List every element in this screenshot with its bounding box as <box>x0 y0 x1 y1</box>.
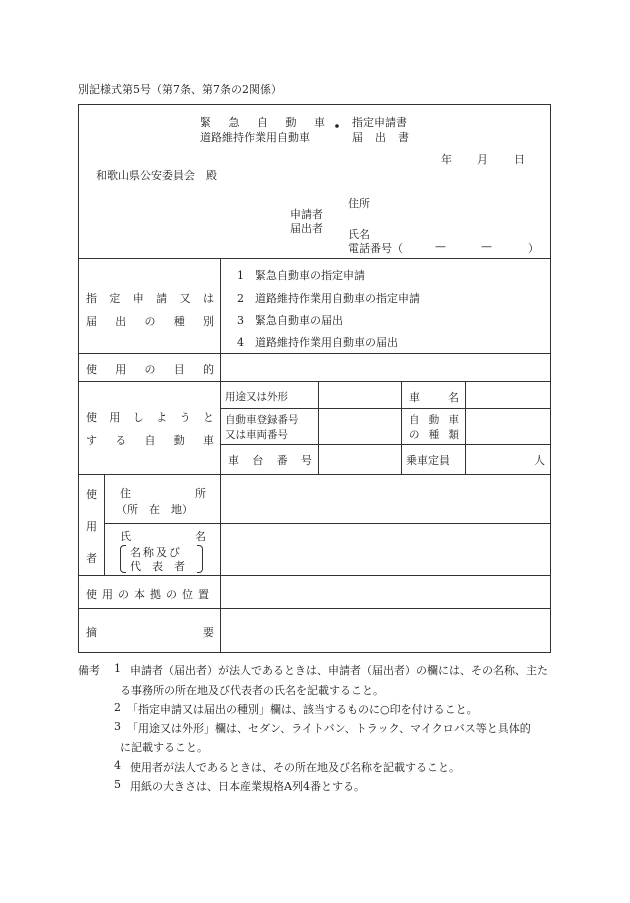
type-option-2: 2 道路維持作業用自動車の指定申請 <box>237 292 420 305</box>
date-month: 月 <box>477 153 488 166</box>
note-2-line1: 「指定申請又は届出の種別」欄は、該当するものに○印を付けること。 <box>127 703 478 716</box>
row-divider <box>78 608 551 609</box>
purpose-label: 使 用 の 目 的 <box>86 363 214 376</box>
col-divider <box>401 381 402 474</box>
car-kind-label-line1: 自 動 車 <box>409 414 459 426</box>
user-name-label: 氏 名 <box>120 530 206 543</box>
user-address-sub: （所 在 地） <box>116 503 193 516</box>
bracket-right <box>197 545 203 573</box>
doc-type-notification: 届 出 書 <box>352 131 409 144</box>
row-divider <box>78 258 551 259</box>
base-location-label: 使用の本拠の位置 <box>86 588 214 601</box>
date-year: 年 <box>441 153 452 166</box>
col-divider <box>220 381 221 474</box>
user-name-sub-2: 代 表 者 <box>130 560 185 573</box>
note-5-num: 5 <box>114 778 121 791</box>
note-3-line1: 「用途又は外形」欄は、セダン、ライトバン、トラック、マイクロバス等と具体的 <box>127 722 531 735</box>
date-day: 日 <box>514 153 525 166</box>
registration-label-line1: 自動車登録番号 <box>225 414 299 426</box>
note-3-num: 3 <box>114 720 121 733</box>
type-option-4: 4 道路維持作業用自動車の届出 <box>237 336 398 349</box>
usage-label: 用途又は外形 <box>225 391 288 403</box>
car-kind-label-line2: の 種 類 <box>409 429 459 441</box>
row-divider <box>78 381 551 382</box>
note-2-num: 2 <box>114 701 121 714</box>
col-divider <box>220 575 221 608</box>
note-1-line2: る事務所の所在地及び代表者の氏名を記載すること。 <box>120 684 384 697</box>
col-divider <box>465 381 466 474</box>
col-divider <box>318 381 319 474</box>
row-divider <box>78 353 551 354</box>
vehicle-type-road-maintenance: 道路維持作業用自動車 <box>200 131 310 144</box>
phone-close: ） <box>528 242 539 255</box>
note-1-num: 1 <box>114 662 121 675</box>
summary-field[interactable] <box>222 610 548 651</box>
doc-type-application: 指定申請書 <box>352 116 407 129</box>
car-name-label: 車 名 <box>409 391 459 404</box>
capacity-unit: 人 <box>534 454 545 467</box>
addressee: 和歌山県公安委員会 殿 <box>96 169 217 182</box>
separator-dot: ・ <box>329 117 346 136</box>
col-divider <box>220 474 221 575</box>
user-address-field[interactable] <box>222 476 548 521</box>
applicant-phone-label: 電話番号（ <box>348 242 403 255</box>
note-1-line1: 申請者（届出者）が法人であるときは、申請者（届出者）の欄には、その名称、主た <box>130 664 548 677</box>
note-5-line1: 用紙の大きさは、日本産業規格A列4番とする。 <box>130 780 365 793</box>
phone-dash: — <box>481 240 492 253</box>
user-name-field[interactable] <box>222 525 548 573</box>
col-divider <box>220 353 221 381</box>
form-number: 別記様式第5号（第7条、第7条の2関係） <box>78 83 282 96</box>
vehicle-label-line1: 使 用 し よ う と <box>86 411 214 424</box>
note-4-num: 4 <box>114 759 121 772</box>
col-divider <box>220 608 221 653</box>
user-address-label: 住 所 <box>120 487 206 500</box>
notes-title: 備考 <box>78 664 100 677</box>
applicant-name-label: 氏名 <box>348 228 370 241</box>
bracket-left <box>120 545 126 573</box>
capacity-label: 乗車定員 <box>406 454 450 467</box>
row-divider <box>220 444 551 445</box>
row-divider <box>78 575 551 576</box>
user-side-label-1: 使 <box>86 488 97 501</box>
row-divider <box>104 523 551 524</box>
row-divider <box>220 408 551 409</box>
vehicle-label-line2: す る 自 動 車 <box>86 434 214 447</box>
col-divider <box>220 258 221 353</box>
vehicle-type-emergency: 緊 急 自 動 車 <box>200 116 325 129</box>
col-divider <box>104 474 105 575</box>
purpose-field[interactable] <box>222 355 548 379</box>
applicant-address-label: 住所 <box>348 197 370 210</box>
type-option-1: 1 緊急自動車の指定申請 <box>237 269 365 282</box>
notifier-label: 届出者 <box>290 222 323 235</box>
note-3-line2: に記載すること。 <box>120 741 208 754</box>
note-4-line1: 使用者が法人であるときは、その所在地及び名称を記載すること。 <box>130 761 460 774</box>
user-side-label-3: 者 <box>86 552 97 565</box>
registration-label-line2: 又は車両番号 <box>225 429 288 441</box>
type-option-3: 3 緊急自動車の届出 <box>237 314 343 327</box>
summary-label: 摘 要 <box>86 626 214 639</box>
user-name-sub-1: 名称及び <box>130 546 182 559</box>
phone-dash: — <box>435 240 446 253</box>
applicant-label: 申請者 <box>290 208 323 221</box>
type-label-line1: 指 定 申 請 又 は <box>86 292 214 305</box>
type-label-line2: 届 出 の 種 別 <box>86 315 214 328</box>
user-side-label-2: 用 <box>86 520 97 533</box>
chassis-label: 車 台 番 号 <box>228 454 312 467</box>
row-divider <box>78 474 551 475</box>
base-location-field[interactable] <box>222 577 548 606</box>
